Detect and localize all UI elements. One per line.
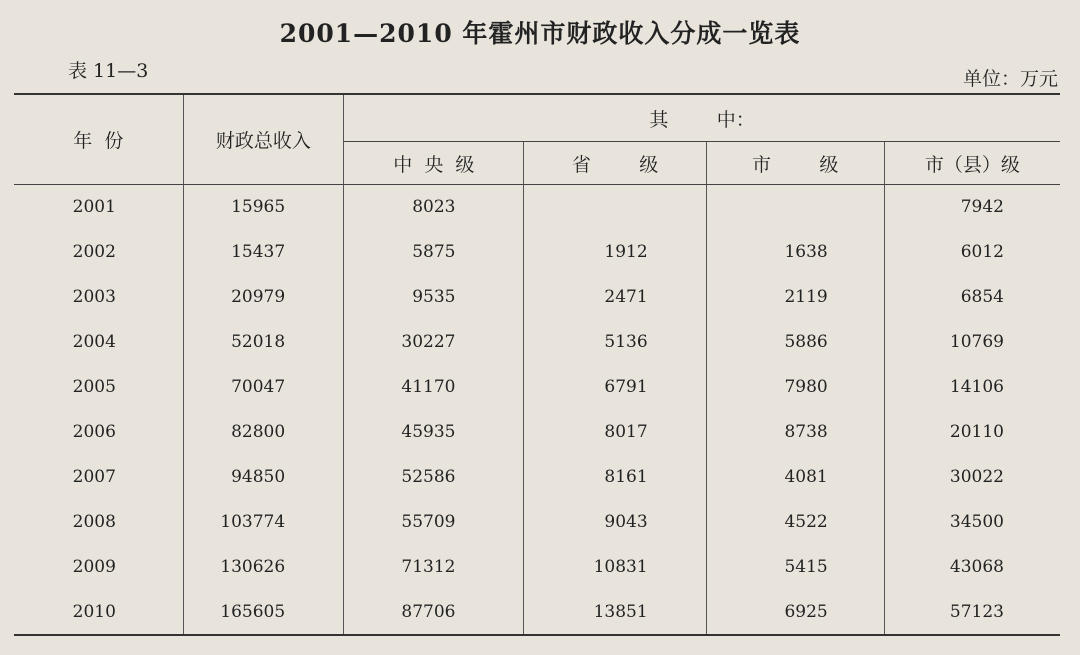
central-cell: 55709: [344, 500, 524, 545]
central-cell: 5875: [344, 230, 524, 275]
county-cell: 43068: [884, 545, 1060, 590]
central-cell: 8023: [344, 185, 524, 230]
table-row: [14, 230, 1060, 275]
header-city: 市 级: [706, 142, 884, 185]
total-cell: 103774: [183, 500, 344, 545]
total-cell: 165605: [183, 590, 344, 635]
unit-value: 万元: [1019, 68, 1058, 90]
province-cell: 9043: [524, 500, 706, 545]
year-cell: 2010: [72, 601, 116, 622]
city-cell: [706, 185, 884, 230]
total-cell: 130626: [183, 545, 344, 590]
year-cell: 2006: [72, 422, 116, 442]
table-row: [14, 320, 1060, 365]
total-cell: 15437: [183, 230, 344, 275]
year-cell: 2009: [72, 557, 116, 577]
city-cell: 5415: [706, 545, 884, 590]
province-cell: 8017: [524, 410, 706, 455]
central-cell: 30227: [344, 320, 524, 365]
province-cell: 10831: [524, 545, 706, 590]
province-cell: 6791: [524, 365, 706, 410]
header-total: 财政总收入: [183, 94, 344, 185]
province-cell: 2471: [524, 275, 706, 320]
header-county: 市（县）级: [884, 142, 1060, 185]
city-cell: 1638: [706, 230, 884, 275]
city-cell: 5886: [706, 320, 884, 365]
province-cell: 13851: [524, 590, 706, 635]
county-cell: 30022: [884, 455, 1060, 500]
central-cell: 45935: [344, 410, 524, 455]
city-cell: 4522: [706, 500, 884, 545]
county-cell: 10769: [884, 320, 1060, 365]
table-row: [14, 185, 1060, 230]
province-cell: 8161: [524, 455, 706, 500]
table-row: [14, 275, 1060, 320]
total-cell: 70047: [183, 365, 344, 410]
unit-label: 单位：: [962, 68, 1020, 90]
header-province: 省 级: [524, 142, 706, 185]
header-of-which: 其 中：: [344, 94, 1060, 142]
city-cell: 8738: [706, 410, 884, 455]
year-cell: 2005: [72, 377, 116, 397]
year-cell: 2001: [72, 197, 116, 218]
table-title: 2001—2010 年霍州市财政收入分成一览表: [279, 19, 801, 48]
table-row: [14, 455, 1060, 500]
unit-note: [963, 64, 1058, 91]
province-cell: [524, 185, 706, 230]
header-year: 年 份: [14, 94, 183, 185]
table-row: [14, 500, 1060, 545]
county-cell: 34500: [884, 500, 1060, 545]
central-cell: 41170: [344, 365, 524, 410]
total-cell: 82800: [183, 410, 344, 455]
table-number: 表 11—3: [68, 60, 149, 82]
table-row: [14, 545, 1060, 590]
year-cell: 2004: [72, 332, 116, 352]
province-cell: 1912: [524, 230, 706, 275]
central-cell: 52586: [344, 455, 524, 500]
year-cell: 2002: [72, 242, 116, 262]
county-cell: 6854: [884, 275, 1060, 320]
county-cell: 6012: [884, 230, 1060, 275]
city-cell: 4081: [706, 455, 884, 500]
central-cell: 9535: [344, 275, 524, 320]
county-cell: 14106: [884, 365, 1060, 410]
year-cell: 2008: [72, 512, 116, 532]
total-cell: 94850: [183, 455, 344, 500]
table-row: [14, 365, 1060, 410]
city-cell: 2119: [706, 275, 884, 320]
city-cell: 6925: [706, 590, 884, 635]
central-cell: 87706: [344, 590, 524, 635]
header-central: 中 央 级: [344, 142, 524, 185]
total-cell: 52018: [183, 320, 344, 365]
province-cell: 5136: [524, 320, 706, 365]
central-cell: 71312: [344, 545, 524, 590]
total-cell: 20979: [183, 275, 344, 320]
year-cell: 2007: [72, 467, 116, 487]
table-row: [14, 410, 1060, 455]
year-cell: 2003: [72, 287, 116, 307]
city-cell: 7980: [706, 365, 884, 410]
total-cell: 15965: [183, 185, 344, 230]
revenue-table: [14, 93, 1060, 636]
table-row: [14, 590, 1060, 635]
county-cell: 57123: [884, 590, 1060, 635]
county-cell: 7942: [884, 185, 1060, 230]
county-cell: 20110: [884, 410, 1060, 455]
